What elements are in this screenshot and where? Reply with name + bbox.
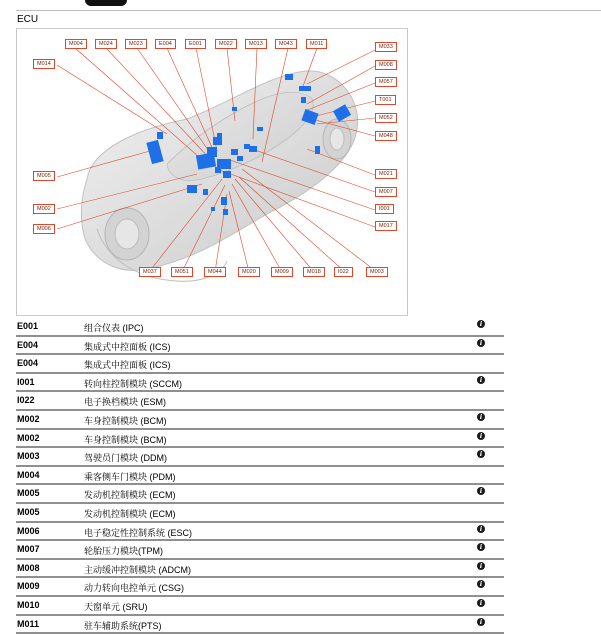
- table-row: [16, 485, 504, 504]
- table-row: [16, 560, 504, 579]
- module-code: M009: [17, 581, 40, 591]
- table-row: [16, 504, 504, 523]
- table-row: [16, 318, 504, 337]
- table-row: [16, 411, 504, 430]
- info-icon[interactable]: i: [477, 376, 485, 384]
- module-code: I001: [17, 377, 35, 387]
- tag-right-4: T001: [375, 95, 396, 105]
- info-icon[interactable]: i: [477, 599, 485, 607]
- module-name: 乘客侧车门模块 (PDM): [84, 470, 176, 483]
- ecu-table: [16, 318, 504, 634]
- module-code: E004: [17, 358, 38, 368]
- tag-right-10: M017: [375, 221, 397, 231]
- rear-wheel-rim: [330, 128, 344, 150]
- table-row: [16, 578, 504, 597]
- table-row: [16, 541, 504, 560]
- module-name: 集成式中控面板 (ICS): [84, 358, 171, 371]
- module-name: 主动缓冲控制模块 (ADCM): [84, 563, 191, 576]
- info-icon[interactable]: i: [477, 618, 485, 626]
- tag-bottom-1: M037: [139, 267, 161, 277]
- front-wheel-rim: [115, 219, 139, 249]
- module-code: M007: [17, 544, 40, 554]
- module-code: M003: [17, 451, 40, 461]
- module-code: M011: [17, 619, 39, 629]
- module-name: 动力转向电控单元 (CSG): [84, 581, 184, 594]
- table-row: [16, 392, 504, 411]
- module-name: 轮胎压力模块(TPM): [84, 544, 163, 557]
- info-icon[interactable]: i: [477, 339, 485, 347]
- info-icon[interactable]: i: [477, 487, 485, 495]
- module-name: 驾驶员门模块 (DDM): [84, 451, 167, 464]
- module-code: M005: [17, 488, 40, 498]
- module-code: E001: [17, 321, 38, 331]
- module-name: 天窗单元 (SRU): [84, 600, 148, 613]
- module-name: 驻车辅助系统(PTS): [84, 619, 162, 632]
- module-name: 电子稳定性控制系统 (ESC): [84, 526, 192, 539]
- tag-right-3: M057: [375, 77, 397, 87]
- module-code: M010: [17, 600, 40, 610]
- tag-top-3: M023: [125, 39, 147, 49]
- info-icon[interactable]: i: [477, 450, 485, 458]
- header-divider: [16, 10, 601, 11]
- table-row: [16, 355, 504, 374]
- module-code: E004: [17, 340, 38, 350]
- tag-bottom-8: M003: [366, 267, 388, 277]
- tag-bottom-7: I022: [334, 267, 353, 277]
- info-icon[interactable]: i: [477, 543, 485, 551]
- module-code: M006: [17, 526, 40, 536]
- table-row: [16, 523, 504, 542]
- module-name: 车身控制模块 (BCM): [84, 414, 167, 427]
- info-icon[interactable]: i: [477, 525, 485, 533]
- table-row: [16, 337, 504, 356]
- module-code: I022: [17, 395, 35, 405]
- module-code: M005: [17, 507, 40, 517]
- table-row: [16, 467, 504, 486]
- tag-right-7: M021: [375, 169, 397, 179]
- tag-bottom-2: M051: [171, 267, 193, 277]
- module-code: M002: [17, 414, 40, 424]
- info-icon[interactable]: i: [477, 320, 485, 328]
- tag-bottom-4: M020: [238, 267, 260, 277]
- tag-top-2: M024: [95, 39, 117, 49]
- info-icon[interactable]: i: [477, 562, 485, 570]
- module-name: 组合仪表 (IPC): [84, 321, 144, 334]
- info-icon[interactable]: i: [477, 413, 485, 421]
- section-title: ECU: [17, 14, 38, 25]
- info-icon[interactable]: i: [477, 432, 485, 440]
- info-icon[interactable]: i: [477, 580, 485, 588]
- module-name: 集成式中控面板 (ICS): [84, 340, 171, 353]
- tag-right-5: M052: [375, 113, 397, 123]
- tag-left-2: M005: [33, 171, 55, 181]
- module-code: M002: [17, 433, 40, 443]
- ecu-location-diagram: [16, 28, 408, 316]
- tag-bottom-5: M009: [271, 267, 293, 277]
- header-graphic: [85, 0, 127, 6]
- tag-bottom-3: M044: [204, 267, 226, 277]
- tag-left-1: M014: [33, 59, 55, 69]
- tag-top-1: M004: [65, 39, 87, 49]
- tag-right-2: M008: [375, 60, 397, 70]
- top-bar: [0, 0, 601, 12]
- table-row: [16, 374, 504, 393]
- module-name: 电子换档模块 (ESM): [84, 395, 166, 408]
- module-name: 转向柱控制模块 (SCCM): [84, 377, 182, 390]
- table-row: [16, 448, 504, 467]
- tag-bottom-6: M018: [303, 267, 325, 277]
- tag-top-7: M013: [245, 39, 267, 49]
- module-name: 车身控制模块 (BCM): [84, 433, 167, 446]
- table-row: [16, 430, 504, 449]
- module-code: M004: [17, 470, 40, 480]
- tag-right-9: I001: [375, 204, 394, 214]
- tag-top-9: M011: [306, 39, 327, 49]
- table-row: [16, 616, 504, 634]
- module-name: 发动机控制模块 (ECM): [84, 507, 176, 520]
- tag-right-6: M048: [375, 131, 397, 141]
- tag-right-8: M007: [375, 187, 397, 197]
- tag-top-8: M043: [275, 39, 297, 49]
- tag-top-4: E004: [155, 39, 176, 49]
- tag-right-1: M033: [375, 42, 397, 52]
- module-code: M008: [17, 563, 40, 573]
- tag-top-6: M022: [215, 39, 237, 49]
- tag-top-5: E001: [185, 39, 206, 49]
- module-name: 发动机控制模块 (ECM): [84, 488, 176, 501]
- tag-left-3: M002: [33, 204, 55, 214]
- tag-left-4: M006: [33, 224, 55, 234]
